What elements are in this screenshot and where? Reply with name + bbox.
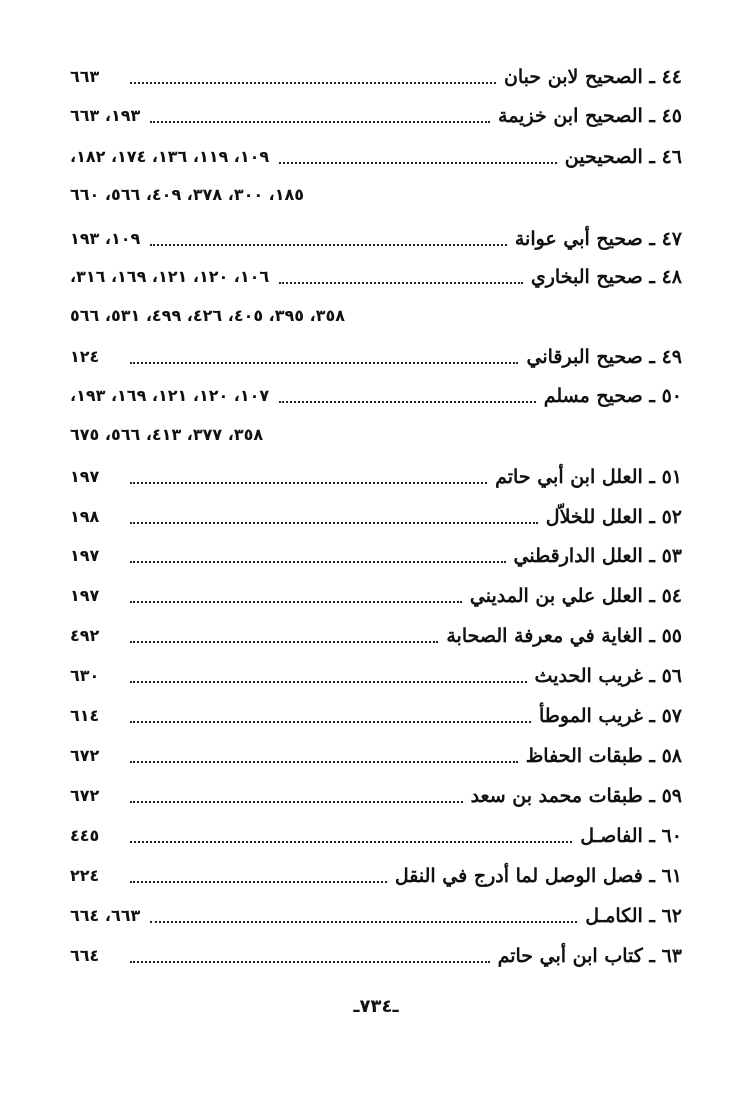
entry-page-numbers: ٦٦٣	[70, 62, 103, 92]
entry-page-numbers: ١٠٩، ١٩٣	[70, 224, 144, 254]
leader-dots	[130, 641, 438, 643]
entry-title: ٦٠ ـ الفاصـل	[578, 821, 682, 851]
index-entry	[70, 701, 682, 731]
leader-dots	[130, 761, 518, 763]
index-entry	[70, 581, 682, 611]
leader-dots	[130, 721, 531, 723]
leader-dots	[150, 121, 490, 123]
entry-page-numbers: ٦١٤	[70, 701, 103, 731]
index-entry	[70, 541, 682, 571]
leader-dots	[130, 881, 387, 883]
leader-dots	[130, 561, 506, 563]
entry-title: ٥٨ ـ طبقات الحفاظ	[524, 741, 682, 771]
entry-title: ٦١ ـ فصل الوصل لما أدرج في النقل	[393, 861, 682, 891]
index-entry	[70, 941, 682, 971]
entry-title: ٤٨ ـ صحيح البخاري	[529, 262, 682, 292]
entry-title: ٤٧ ـ صحيح أبي عوانة	[513, 224, 682, 254]
index-entry	[70, 224, 682, 254]
page-number: ـ٧٣٤ـ	[353, 996, 399, 1017]
leader-dots	[279, 282, 523, 284]
entry-page-numbers: ١٩٧	[70, 581, 103, 611]
index-entry	[70, 381, 682, 411]
entry-title: ٥٤ ـ العلل علي بن المديني	[468, 581, 682, 611]
leader-dots	[130, 522, 538, 524]
entry-title: ٥٢ ـ العلل للخلاّل	[544, 502, 682, 532]
entry-title: ٥٣ ـ العلل الدارقطني	[512, 541, 682, 571]
entry-page-numbers: ١٨٥، ٣٠٠، ٣٧٨، ٤٠٩، ٥٦٦، ٦٦٠	[70, 185, 305, 204]
leader-dots	[150, 921, 577, 923]
index-continuation-line	[70, 301, 440, 331]
index-continuation-line	[70, 420, 440, 450]
index-entry	[70, 661, 682, 691]
leader-dots	[130, 681, 527, 683]
index-entry	[70, 621, 682, 651]
entry-title: ٦٣ ـ كتاب ابن أبي حاتم	[496, 941, 682, 971]
index-entry	[70, 262, 682, 292]
leader-dots	[130, 601, 462, 603]
entry-title: ٥٥ ـ الغاية في معرفة الصحابة	[444, 621, 682, 651]
leader-dots	[130, 82, 496, 84]
entry-page-numbers: ٦٦٤	[70, 941, 103, 971]
entry-title: ٥٦ ـ غريب الحديث	[533, 661, 682, 691]
entry-title: ٥٧ ـ غريب الموطأ	[537, 701, 682, 731]
entry-page-numbers: ٢٢٤	[70, 861, 103, 891]
leader-dots	[150, 244, 507, 246]
entry-title: ٥١ ـ العلل ابن أبي حاتم	[493, 462, 682, 492]
entry-title: ٤٥ ـ الصحيح ابن خزيمة	[496, 101, 682, 131]
leader-dots	[130, 482, 487, 484]
entry-page-numbers: ٣٥٨، ٣٧٧، ٤١٣، ٥٦٦، ٦٧٥	[70, 425, 264, 444]
entry-page-numbers: ١٠٧، ١٢٠، ١٢١، ١٦٩، ١٩٣،	[70, 381, 273, 411]
entry-page-numbers: ١٢٤	[70, 342, 103, 372]
leader-dots	[279, 401, 536, 403]
entry-title: ٤٦ ـ الصحيحين	[563, 142, 682, 172]
index-entry	[70, 101, 682, 131]
entry-title: ٥٠ ـ صحيح مسلم	[542, 381, 682, 411]
entry-page-numbers: ٦٧٢	[70, 741, 103, 771]
leader-dots	[130, 961, 490, 963]
entry-page-numbers: ١٩٧	[70, 541, 103, 571]
index-entry	[70, 342, 682, 372]
leader-dots	[130, 841, 572, 843]
entry-page-numbers: ١٩٨	[70, 502, 103, 532]
index-entry	[70, 901, 682, 931]
entry-title: ٤٩ ـ صحيح البرقاني	[524, 342, 682, 372]
index-entry	[70, 142, 682, 172]
entry-page-numbers: ٦٣٠	[70, 661, 103, 691]
index-entry	[70, 462, 682, 492]
entry-page-numbers: ٤٩٢	[70, 621, 103, 651]
entry-title: ٥٩ ـ طبقات محمد بن سعد	[469, 781, 682, 811]
index-entry	[70, 502, 682, 532]
index-entry	[70, 821, 682, 851]
index-entry	[70, 62, 682, 92]
entry-page-numbers: ٤٤٥	[70, 821, 103, 851]
entry-title: ٤٤ ـ الصحيح لابن حبان	[502, 62, 682, 92]
entry-page-numbers: ٦٧٢	[70, 781, 103, 811]
entry-page-numbers: ١٩٧	[70, 462, 103, 492]
index-entry	[70, 741, 682, 771]
index-continuation-line	[70, 180, 440, 210]
leader-dots	[130, 362, 518, 364]
leader-dots	[279, 162, 557, 164]
entry-page-numbers: ١٠٩، ١١٩، ١٣٦، ١٧٤، ١٨٢،	[70, 142, 273, 172]
leader-dots	[130, 801, 463, 803]
entry-page-numbers: ١٩٣، ٦٦٣	[70, 101, 144, 131]
entry-page-numbers: ٣٥٨، ٣٩٥، ٤٠٥، ٤٢٦، ٤٩٩، ٥٣١، ٥٦٦	[70, 306, 346, 325]
index-entry	[70, 781, 682, 811]
entry-title: ٦٢ ـ الكامـل	[583, 901, 682, 931]
index-entry	[70, 861, 682, 891]
entry-page-numbers: ١٠٦، ١٢٠، ١٢١، ١٦٩، ٣١٦،	[70, 262, 273, 292]
entry-page-numbers: ٦٦٣، ٦٦٤	[70, 901, 144, 931]
